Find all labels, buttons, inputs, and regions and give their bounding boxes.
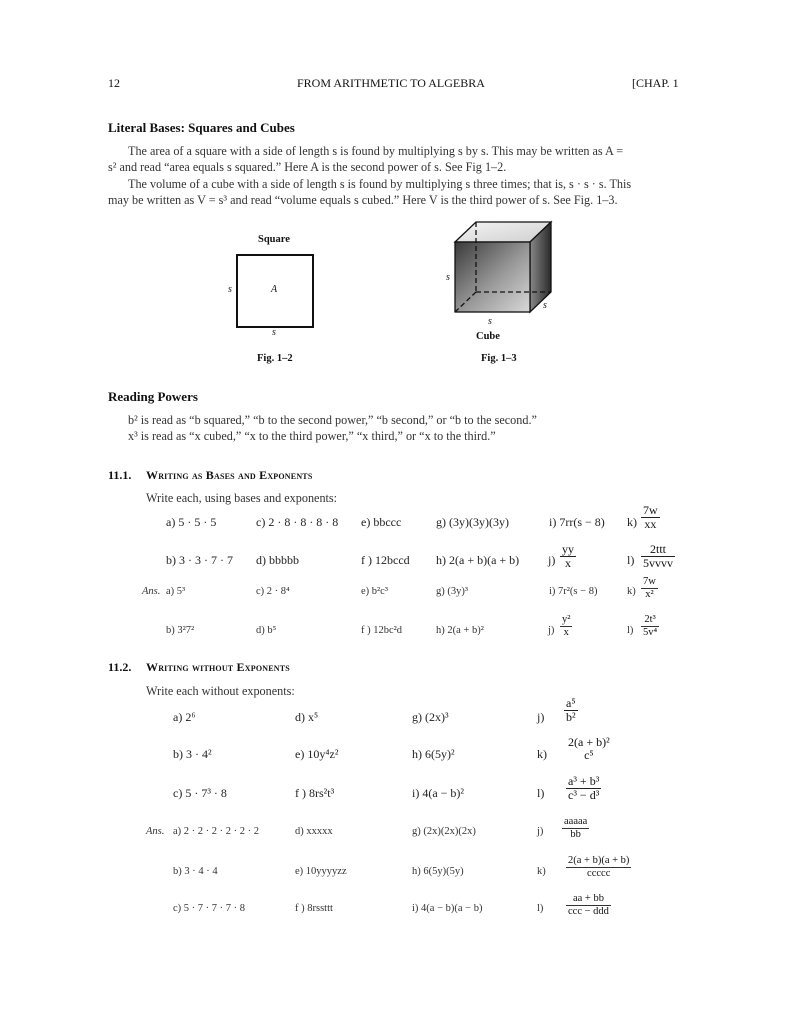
problem-fraction: $\frac{yy}{x}$ <box>562 542 574 570</box>
paragraph-line: The volume of a cube with a side of length s is found by multiplying s three times; that is, s · s · s. This <box>128 177 632 191</box>
problem-instruction: Write each, using bases and exponents: <box>146 491 338 505</box>
problem-item: c) 5 · 7³ · 8 <box>173 786 227 800</box>
answer-fraction: aa + bb ccc − ddd <box>568 893 609 917</box>
paragraph-line: may be written as V = s³ and read “volume equals s cubed.” Here V is the third power of s. See Fig. 1–3. <box>108 193 618 207</box>
answer-fraction: $\frac{\text{y²}}{x}$ <box>562 614 571 638</box>
answers-label: Ans. <box>146 826 165 837</box>
square-area-label: A <box>271 284 278 295</box>
problem-item-label: k) <box>537 747 547 761</box>
figure-caption-1-2: Fig. 1–2 <box>257 353 293 364</box>
square-side-label-left: s <box>228 284 232 295</box>
answer-item: a) 5³ <box>166 586 186 597</box>
problem-title: Writing without Exponents <box>146 660 290 674</box>
section-heading-reading-powers: Reading Powers <box>108 389 198 404</box>
cube-side-label-bottom: s <box>488 316 492 327</box>
paragraph-line: s² and read “area equals s squared.” Here A is the second power of s. See Fig 1–2. <box>108 160 507 174</box>
answer-fraction: aaaaa bb <box>564 816 588 840</box>
reading-line: b² is read as “b squared,” “b to the second power,” “b second,” or “b to the second.” <box>128 413 537 427</box>
reading-line: x³ is read as “x cubed,” “x to the third power,” “x third,” or “x to the third.” <box>128 429 496 443</box>
answer-item: e) 10yyyyzz <box>295 866 347 877</box>
problem-number: 11.1. <box>108 468 132 482</box>
answer-item-label: k) <box>537 866 546 877</box>
answer-item: g) (2x)(2x)(2x) <box>412 826 476 837</box>
answer-item: f ) 12bc²d <box>361 625 403 636</box>
answer-item: i) 4(a − b)(a − b) <box>412 903 483 914</box>
answer-item: c) 2 · 8⁴ <box>256 586 290 597</box>
answer-item: i) 7r²(s − 8) <box>549 586 598 597</box>
problem-item-label: l) <box>537 786 545 800</box>
problem-item: a) 5 · 5 · 5 <box>166 515 217 529</box>
answer-fraction: $\frac{7w}{\text{x²}}$ <box>643 576 656 600</box>
answer-item: g) (3y)³ <box>436 586 469 597</box>
answer-item-label: l) <box>627 625 634 636</box>
problem-item: c) 2 · 8 · 8 · 8 · 8 <box>256 515 339 529</box>
problem-item: a) 2⁶ <box>173 710 196 724</box>
answer-item: c) 5 · 7 · 7 · 7 · 8 <box>173 903 246 914</box>
problem-fraction: 2ttt 5vvvv <box>643 542 673 570</box>
answer-item: b) 3 · 4 · 4 <box>173 866 218 877</box>
problem-item: g) (2x)³ <box>412 710 449 724</box>
answer-item: d) b⁵ <box>256 625 277 636</box>
answers-label: Ans. <box>142 586 161 597</box>
problem-item: h) 2(a + b)(a + b) <box>436 553 520 567</box>
answer-item-label: j) <box>537 826 544 837</box>
square-side-label-bottom: s <box>272 327 276 338</box>
problem-number: 11.2. <box>108 660 132 674</box>
answer-item: h) 2(a + b)² <box>436 625 484 636</box>
problem-instruction: Write each without exponents: <box>146 684 295 698</box>
problem-title: Writing as Bases and Exponents <box>146 468 313 482</box>
problem-item: g) (3y)(3y)(3y) <box>436 515 509 529</box>
cube-side-label-left: s <box>446 272 450 283</box>
problem-item-label: k) <box>627 515 637 529</box>
problem-fraction: $\frac{\text{a³ + b³}}{\text{c³ − d³}}$ <box>568 774 600 802</box>
cube-title: Cube <box>476 331 500 342</box>
problem-fraction: $\frac{7w}{xx}$ <box>643 503 658 531</box>
answer-item: b) 3²7² <box>166 625 195 636</box>
cube-diagram <box>448 220 558 320</box>
answer-item: f ) 8rssttt <box>295 903 333 914</box>
problem-item: b) 3 · 3 · 7 · 7 <box>166 553 233 567</box>
answer-item-label: l) <box>537 903 544 914</box>
problem-item: h) 6(5y)² <box>412 747 455 761</box>
problem-item: e) 10y⁴z² <box>295 747 339 761</box>
square-title: Square <box>258 234 290 245</box>
problem-item: b) 3 · 4² <box>173 747 212 761</box>
page-number: 12 <box>108 76 120 90</box>
problem-item-label: j) <box>548 553 556 567</box>
problem-item: i) 4(a − b)² <box>412 786 465 800</box>
problem-item-label: j) <box>537 710 545 724</box>
chapter-label: [CHAP. 1 <box>632 76 679 90</box>
section-heading-literal-bases: Literal Bases: Squares and Cubes <box>108 120 295 135</box>
problem-item: f ) 8rs²t³ <box>295 786 335 800</box>
problem-item-label: l) <box>627 553 635 567</box>
problem-item: d) x⁵ <box>295 710 319 724</box>
paragraph-line: The area of a square with a side of length s is found by multiplying s by s. This may be written as A = <box>128 144 624 158</box>
answer-item: a) 2 · 2 · 2 · 2 · 2 · 2 <box>173 826 260 837</box>
problem-item: d) bbbbb <box>256 553 299 567</box>
answer-item-label: j) <box>548 625 555 636</box>
running-title: FROM ARITHMETIC TO ALGEBRA <box>297 76 485 90</box>
answer-item: d) xxxxx <box>295 826 333 837</box>
problem-fraction: $\frac{\text{a⁵}}{\text{b²}}$ <box>566 696 576 724</box>
problem-item: f ) 12bccd <box>361 553 410 567</box>
figure-caption-1-3: Fig. 1–3 <box>481 353 517 364</box>
answer-item-label: k) <box>627 586 636 597</box>
answer-item: h) 6(5y)(5y) <box>412 866 464 877</box>
answer-fraction: $\frac{\text{2t³}}{\text{5v⁴}}$ <box>643 614 658 638</box>
problem-item: e) bbccc <box>361 515 402 529</box>
problem-fraction: 2(a + b)² c⁵ <box>568 735 610 762</box>
cube-side-label-right: s <box>543 300 547 311</box>
answer-item: e) b²c³ <box>361 586 388 597</box>
problem-item: i) 7rr(s − 8) <box>549 515 605 529</box>
answer-fraction: 2(a + b)(a + b) ccccc <box>568 855 630 879</box>
